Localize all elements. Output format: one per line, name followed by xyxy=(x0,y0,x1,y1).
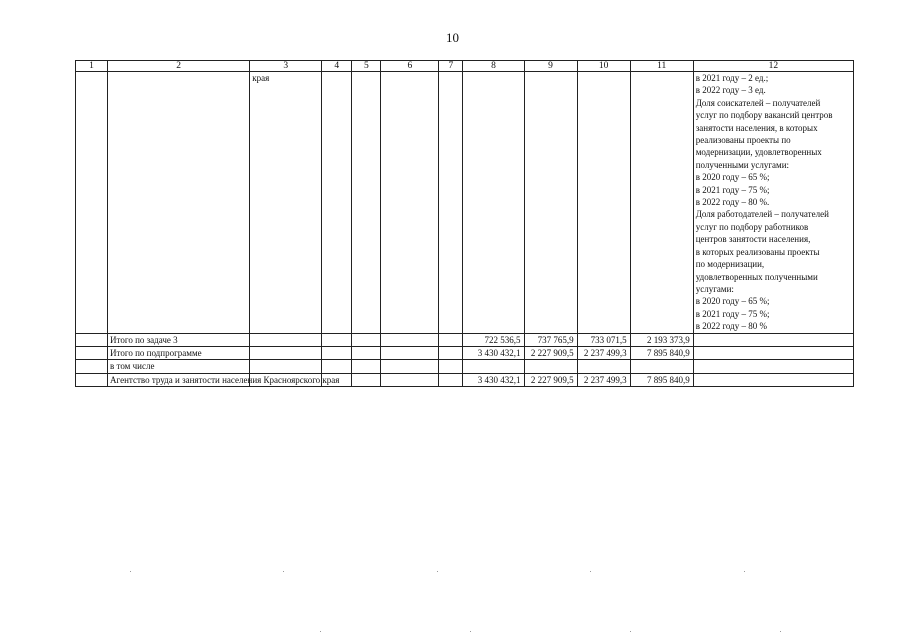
cell-empty xyxy=(381,373,439,386)
value-2020 xyxy=(463,360,524,373)
budget-table xyxy=(75,60,854,387)
cell-empty xyxy=(381,346,439,359)
cell-empty xyxy=(76,333,108,346)
page-number: 10 xyxy=(446,30,459,45)
cell-empty xyxy=(352,72,381,334)
cell-empty xyxy=(630,72,693,334)
cell-empty xyxy=(352,346,381,359)
value-total: 7 895 840,9 xyxy=(630,346,693,359)
value-2021: 2 227 909,5 xyxy=(524,373,577,386)
cell-expected-results xyxy=(693,72,853,334)
result-line: в 2020 году – 65 %; xyxy=(695,172,770,183)
cell-empty xyxy=(439,360,463,373)
total-subprogram-row xyxy=(76,346,854,359)
result-line: центров занятости населения, xyxy=(695,234,811,245)
cell-empty xyxy=(439,346,463,359)
cell-empty xyxy=(76,360,108,373)
cell-empty xyxy=(439,333,463,346)
value-2021 xyxy=(524,360,577,373)
result-line: в 2022 году – 80 % xyxy=(695,321,767,332)
cell-empty xyxy=(693,360,853,373)
cell-empty xyxy=(322,333,352,346)
cell-empty xyxy=(693,346,853,359)
result-line: удовлетворенных полученными xyxy=(695,271,818,282)
cell-empty xyxy=(322,360,352,373)
scan-speck xyxy=(744,571,745,572)
value-total: 7 895 840,9 xyxy=(630,373,693,386)
header-cell: 10 xyxy=(577,61,630,72)
header-cell: 9 xyxy=(524,61,577,72)
value-2020: 722 536,5 xyxy=(463,333,524,346)
row-label: Итого по подпрограмме xyxy=(108,346,250,359)
cell-empty xyxy=(693,373,853,386)
total-task3-row xyxy=(76,333,854,346)
result-line: в 2022 году – 3 ед. xyxy=(695,85,766,96)
result-line: услуг по подбору вакансий центров xyxy=(695,110,833,121)
result-line: в 2022 году – 80 %. xyxy=(695,197,770,208)
cell-empty xyxy=(463,72,524,334)
value-2021: 737 765,9 xyxy=(524,333,577,346)
header-cell: 8 xyxy=(463,61,524,72)
cell-empty xyxy=(76,373,108,386)
value-total: 2 193 373,9 xyxy=(630,333,693,346)
header-cell: 2 xyxy=(108,61,250,72)
cell-empty xyxy=(352,360,381,373)
result-line: в которых реализованы проекты xyxy=(695,246,820,257)
result-line: услуг по подбору работников xyxy=(695,221,809,232)
value-total xyxy=(630,360,693,373)
header-row xyxy=(76,61,854,72)
header-cell: 1 xyxy=(76,61,108,72)
cell-empty xyxy=(250,360,322,373)
result-line: в 2021 году – 75 %; xyxy=(695,184,770,195)
cell-empty xyxy=(381,333,439,346)
scan-speck xyxy=(130,571,131,572)
cell-empty xyxy=(108,72,250,334)
cell-empty xyxy=(76,346,108,359)
cell-empty xyxy=(250,346,322,359)
value-2020: 3 430 432,1 xyxy=(463,346,524,359)
agency-row xyxy=(76,373,854,386)
value-2020: 3 430 432,1 xyxy=(463,373,524,386)
result-line: Доля соискателей – получателей xyxy=(695,97,821,108)
cell-executor-continued: края xyxy=(250,72,322,334)
scan-speck xyxy=(630,631,631,632)
result-line: модернизации, удовлетворенных xyxy=(695,147,822,158)
cell-empty xyxy=(76,72,108,334)
cell-empty xyxy=(439,72,463,334)
result-line: по модернизации, xyxy=(695,259,765,270)
cell-empty xyxy=(439,373,463,386)
result-line: занятости населения, в которых xyxy=(695,122,818,133)
cell-empty xyxy=(381,72,439,334)
row-label: Итого по задаче 3 xyxy=(108,333,250,346)
header-cell: 11 xyxy=(630,61,693,72)
value-2022: 733 071,5 xyxy=(577,333,630,346)
result-line: Доля работодателей – получателей xyxy=(695,209,829,220)
cell-empty xyxy=(693,333,853,346)
scan-speck xyxy=(780,631,781,632)
scan-speck xyxy=(437,571,438,572)
main-row xyxy=(76,72,854,334)
including-row xyxy=(76,360,854,373)
result-line: полученными услугами: xyxy=(695,159,790,170)
scan-speck xyxy=(590,571,591,572)
value-2022 xyxy=(577,360,630,373)
header-cell: 12 xyxy=(693,61,853,72)
header-cell: 3 xyxy=(250,61,322,72)
cell-empty xyxy=(322,346,352,359)
cell-empty xyxy=(381,360,439,373)
cell-empty xyxy=(250,333,322,346)
scan-speck xyxy=(283,571,284,572)
row-label: Агентство труда и занятости населения Красноярского края xyxy=(108,373,250,386)
result-line: услугами: xyxy=(695,283,734,294)
value-2022: 2 237 499,3 xyxy=(577,373,630,386)
header-cell: 4 xyxy=(322,61,352,72)
result-line: в 2021 году – 2 ед.; xyxy=(695,73,769,83)
value-2021: 2 227 909,5 xyxy=(524,346,577,359)
result-line: в 2020 году – 65 %; xyxy=(695,296,770,307)
cell-empty xyxy=(352,373,381,386)
cell-empty xyxy=(577,72,630,334)
header-cell: 7 xyxy=(439,61,463,72)
scan-speck xyxy=(320,631,321,632)
cell-empty xyxy=(352,333,381,346)
value-2022: 2 237 499,3 xyxy=(577,346,630,359)
row-label: в том числе xyxy=(108,360,250,373)
header-cell: 6 xyxy=(381,61,439,72)
scan-speck xyxy=(470,631,471,632)
result-line: реализованы проекты по xyxy=(695,135,791,146)
header-cell: 5 xyxy=(352,61,381,72)
cell-empty xyxy=(322,72,352,334)
cell-empty xyxy=(524,72,577,334)
result-line: в 2021 году – 75 %; xyxy=(695,308,770,319)
